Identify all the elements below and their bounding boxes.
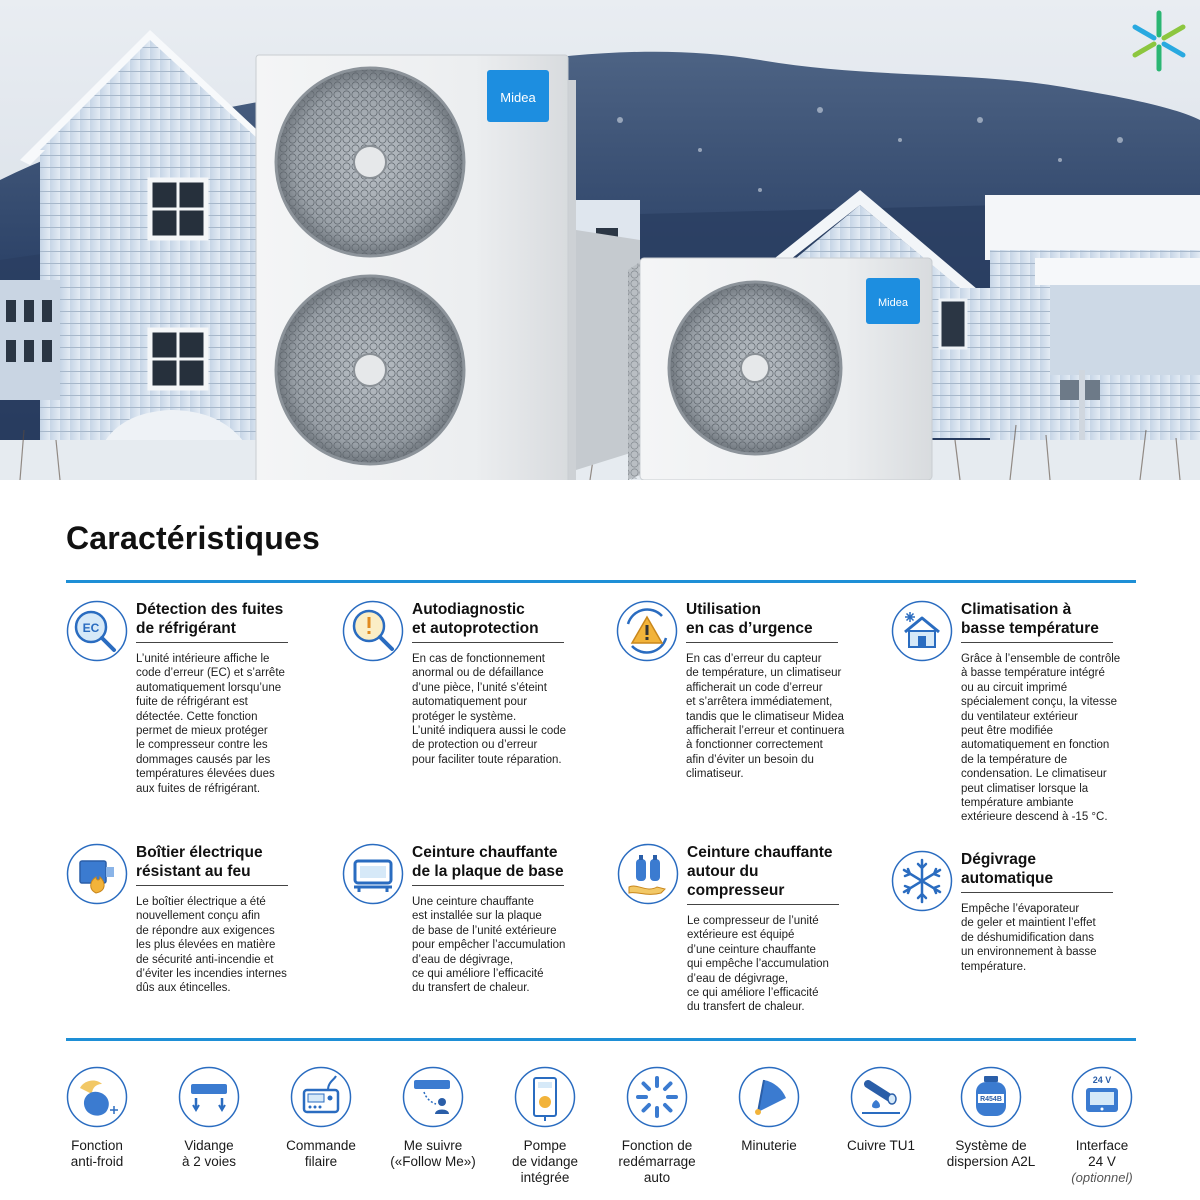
magnifier-ec-icon	[66, 600, 128, 662]
feature-title: Climatisation à basse température	[961, 601, 1099, 637]
feature-title: Ceinture chauffante de la plaque de base	[412, 844, 564, 880]
feature-underline	[136, 642, 288, 643]
feature-underline	[412, 642, 564, 643]
bottom-feature-timer	[713, 1066, 825, 1154]
drain-pump-icon	[514, 1066, 576, 1128]
refrigerant-bottle-icon	[960, 1066, 1022, 1128]
optional-note: (optionnel)	[1071, 1170, 1133, 1185]
bottom-feature-label: Cuivre TU1	[846, 1138, 916, 1153]
snowflake-logo-icon	[1126, 8, 1192, 74]
bottom-feature-label: Pompe de vidange intégrée	[511, 1138, 579, 1185]
bottom-feature-label: Vidange à 2 voies	[181, 1138, 237, 1169]
hero-image	[0, 0, 1200, 480]
bottom-feature-24v-interface	[1046, 1066, 1158, 1185]
two-way-drain-icon	[178, 1066, 240, 1128]
auto-restart-icon	[626, 1066, 688, 1128]
feature-title: Détection des fuites de réfrigérant	[136, 601, 284, 637]
feature-description: Le boîtier électrique a été nouvellement conçu afin de répondre aux exigences les plus élevées en matière de sécurité anti-incendie et d’éviter les incendies internes dûs aux étincelles.	[136, 896, 287, 995]
fire-box-icon	[66, 843, 128, 905]
feature-underline	[961, 892, 1113, 893]
feature-title: Ceinture chauffante autour du compresseur	[687, 844, 833, 899]
feature-description: L’unité intérieure affiche le code d’erreur (EC) et s’arrête automatiquement lorsqu’une fuite de réfrigérant est détectée. Cette fonction permet de mieux protéger le compresseur contre les dommages causés par les températures élevées dues aux fuites de réfrigérant.	[136, 653, 285, 795]
voltage-label: 24 V	[1092, 1075, 1112, 1085]
defrost-icon	[891, 850, 953, 912]
feature-underline	[136, 885, 288, 886]
feature-underline	[961, 642, 1113, 643]
bottom-feature-two-way-drain	[153, 1066, 265, 1170]
feature-description: En cas de fonctionnement anormal ou de défaillance d’une pièce, l’unité s’éteint automatiquement pour protéger le système. L’unité indiquera aussi le code de protection ou d’erreur pour faciliter toute réparation.	[412, 653, 567, 766]
feature-description: Empêche l’évaporateur de geler et maintient l’effet de déshumidification dans un environnement à basse température.	[961, 903, 1097, 973]
feature-title: Autodiagnostic et autoprotection	[412, 601, 539, 637]
brand-logo-small: Midea	[878, 297, 908, 309]
interface-24v-icon	[1071, 1066, 1133, 1128]
feature-underline	[686, 642, 838, 643]
magnifier-warning-icon	[342, 600, 404, 662]
timer-icon	[738, 1066, 800, 1128]
bottom-feature-label: Minuterie	[741, 1138, 797, 1153]
refrigerant-label: R454B	[980, 1096, 1002, 1103]
bottom-feature-label: Fonction de redémarrage auto	[618, 1138, 696, 1185]
small-outdoor-unit	[628, 258, 932, 480]
feature-title: Boîtier électrique résistant au feu	[136, 844, 263, 880]
feature-description: Le compresseur de l’unité extérieure est équipé d’une ceinture chauffante qui empêche l’accumulation d’eau de dégivrage, ce qui améliore l’efficacité du transfert de chaleur.	[687, 915, 829, 1014]
bottom-feature-label: Me suivre («Follow Me»)	[390, 1138, 476, 1169]
bottom-feature-wired-controller	[265, 1066, 377, 1170]
feature-title: Utilisation en cas d’urgence	[686, 601, 813, 637]
feature-description: Grâce à l’ensemble de contrôle à basse température intégré ou au circuit imprimé spécialement conçu, la vitesse du ventilateur extérieur peut être modifiée automatiquement en fonction de la température de condensation. Le climatiseur peut climatiser lorsque la température ambiante extérieure descend à -15 °C.	[961, 653, 1121, 824]
compressor-heater-icon	[617, 843, 679, 905]
feature-underline	[687, 904, 839, 905]
bottom-feature-a2l-dispersion	[935, 1066, 1047, 1170]
bottom-feature-label: Fonction anti-froid	[70, 1138, 124, 1169]
feature-description: En cas d’erreur du capteur de température, un climatiseur afficherait un code d’erreur et s’arrêtera immédiatement, tandis que le climatiseur Midea afficherait l’erreur et continuera à fonctionner correctement afin d’éviter un besoin du climatiseur.	[686, 653, 845, 781]
follow-me-icon	[402, 1066, 464, 1128]
bottom-feature-copper	[825, 1066, 937, 1154]
anti-cold-icon	[66, 1066, 128, 1128]
base-plate-heater-icon	[342, 843, 404, 905]
bottom-feature-follow-me	[377, 1066, 489, 1170]
wired-controller-icon	[290, 1066, 352, 1128]
bottom-feature-label: Interface 24 V	[1075, 1138, 1129, 1169]
bottom-feature-label: Commande filaire	[286, 1138, 356, 1169]
copper-pipe-icon	[850, 1066, 912, 1128]
feature-underline	[412, 885, 564, 886]
section-divider-top	[66, 580, 1136, 583]
feature-description: Une ceinture chauffante est installée sur la plaque de base de l’unité extérieure pour empêcher l’accumulation d’eau de dégivrage, ce qui améliore l’efficacité du transfert de chaleur.	[412, 896, 566, 995]
bottom-feature-anti-cold	[41, 1066, 153, 1170]
bottom-feature-auto-restart	[601, 1066, 713, 1186]
section-divider-bottom	[66, 1038, 1136, 1041]
brand-logo-large: Midea	[500, 90, 536, 105]
bottom-feature-drain-pump	[489, 1066, 601, 1186]
emergency-warning-icon	[616, 600, 678, 662]
snow-house-icon	[891, 600, 953, 662]
bottom-feature-label: Système de dispersion A2L	[946, 1138, 1036, 1169]
winter-house-scene	[0, 0, 1200, 480]
section-title: Caractéristiques	[66, 520, 320, 556]
feature-title: Dégivrage automatique	[961, 851, 1054, 887]
ec-code-label: EC	[82, 621, 100, 635]
